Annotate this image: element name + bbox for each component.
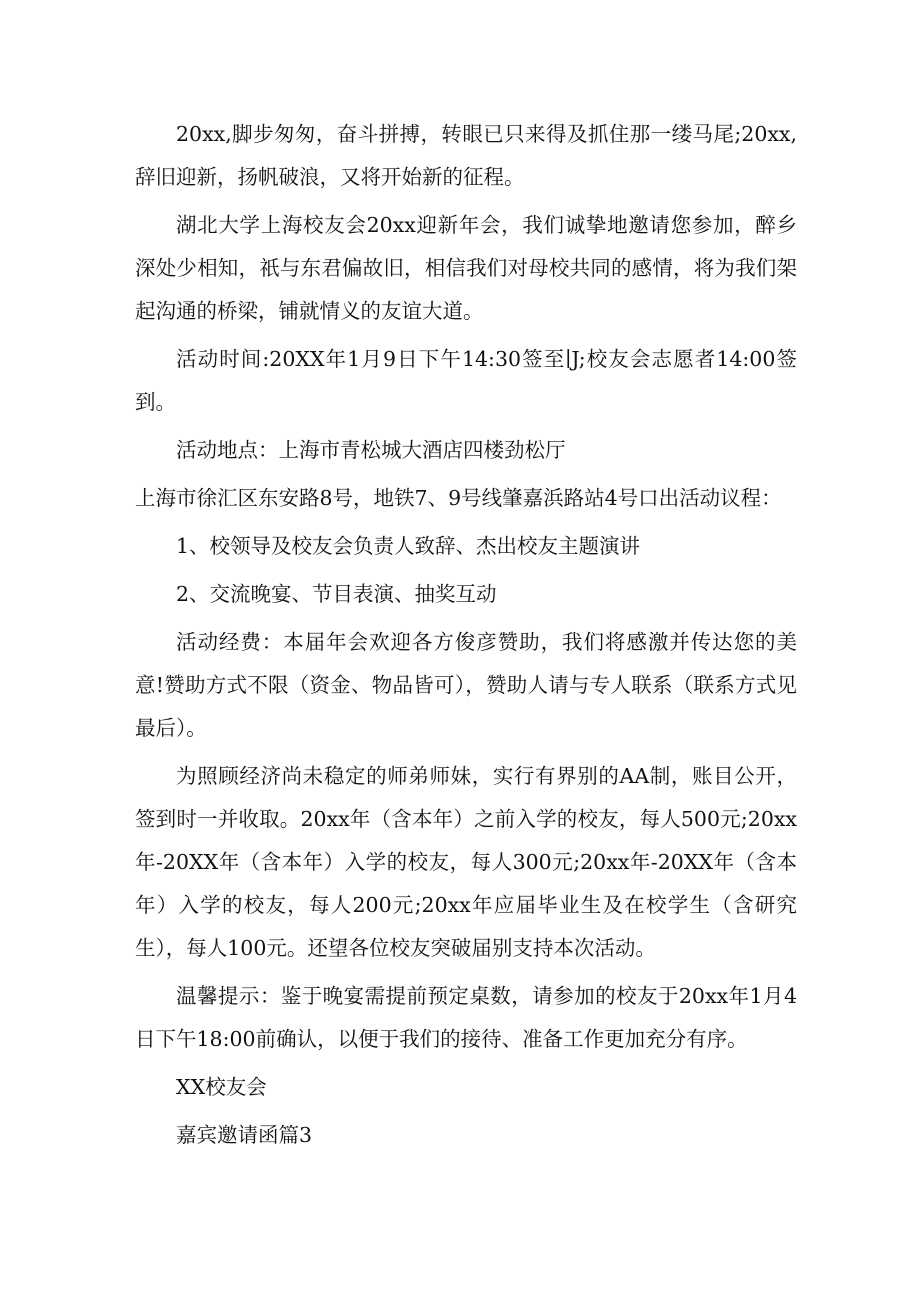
paragraph-reminder: 温馨提示：鉴于晚宴需提前预定桌数，请参加的校友于20xx年1月4日下午18:00前确认，以便于我们的接待、准备工作更加充分有序。: [135, 984, 797, 1051]
paragraph-funding: 活动经费：本届年会欢迎各方俊彦赞助，我们将感激并传达您的美意!赞助方式不限（资金、物品皆可），赞助人请与专人联系（联系方式见最后）。: [135, 630, 797, 740]
section-heading: 嘉宾邀请函篇3: [176, 1123, 313, 1147]
document-body: [135, 113, 797, 1162]
paragraph-event-time: 活动时间:20XX年1月9日下午14:30签至∣J;校友会志愿者14:00签到。: [135, 347, 797, 414]
paragraph-invitation: 湖北大学上海校友会20xx迎新年会，我们诚挚地邀请您参加，醉乡深处少相知，祇与东君偏故旧，相信我们对母校共同的感情，将为我们架起沟通的桥梁，铺就情义的友谊大道。: [135, 213, 797, 323]
paragraph-opening: 20xx,脚步匆匆，奋斗拼搏，转眼已只来得及抓住那一缕马尾;20xx,辞旧迎新，扬帆破浪，又将开始新的征程。: [135, 122, 797, 189]
agenda-item-1: 1、校领导及校友会负责人致辞、杰出校友主题演讲: [176, 534, 641, 558]
paragraph-fees: 为照顾经济尚未稳定的师弟师妹，实行有界别的AA制，账目公开，签到时一并收取。20xx年（含本年）之前入学的校友，每人500元;20xx年-20XX年（含本年）入学的校友，每人300元;20xx年-20XX年（含本年）入学的校友，每人200元;20xx年应届毕业生及在校学生（含研究生），每人100元。还望各位校友突破届别支持本次活动。: [135, 764, 797, 960]
paragraph-event-location: 活动地点：上海市青松城大酒店四楼劲松厅: [176, 438, 566, 462]
agenda-item-2: 2、交流晚宴、节目表演、抽奖互动: [176, 582, 497, 606]
paragraph-address-agenda: 上海市徐汇区东安路8号，地铁7、9号线肇嘉浜路站4号口出活动议程：: [135, 486, 782, 510]
signature-organization: XX校友会: [176, 1075, 267, 1099]
